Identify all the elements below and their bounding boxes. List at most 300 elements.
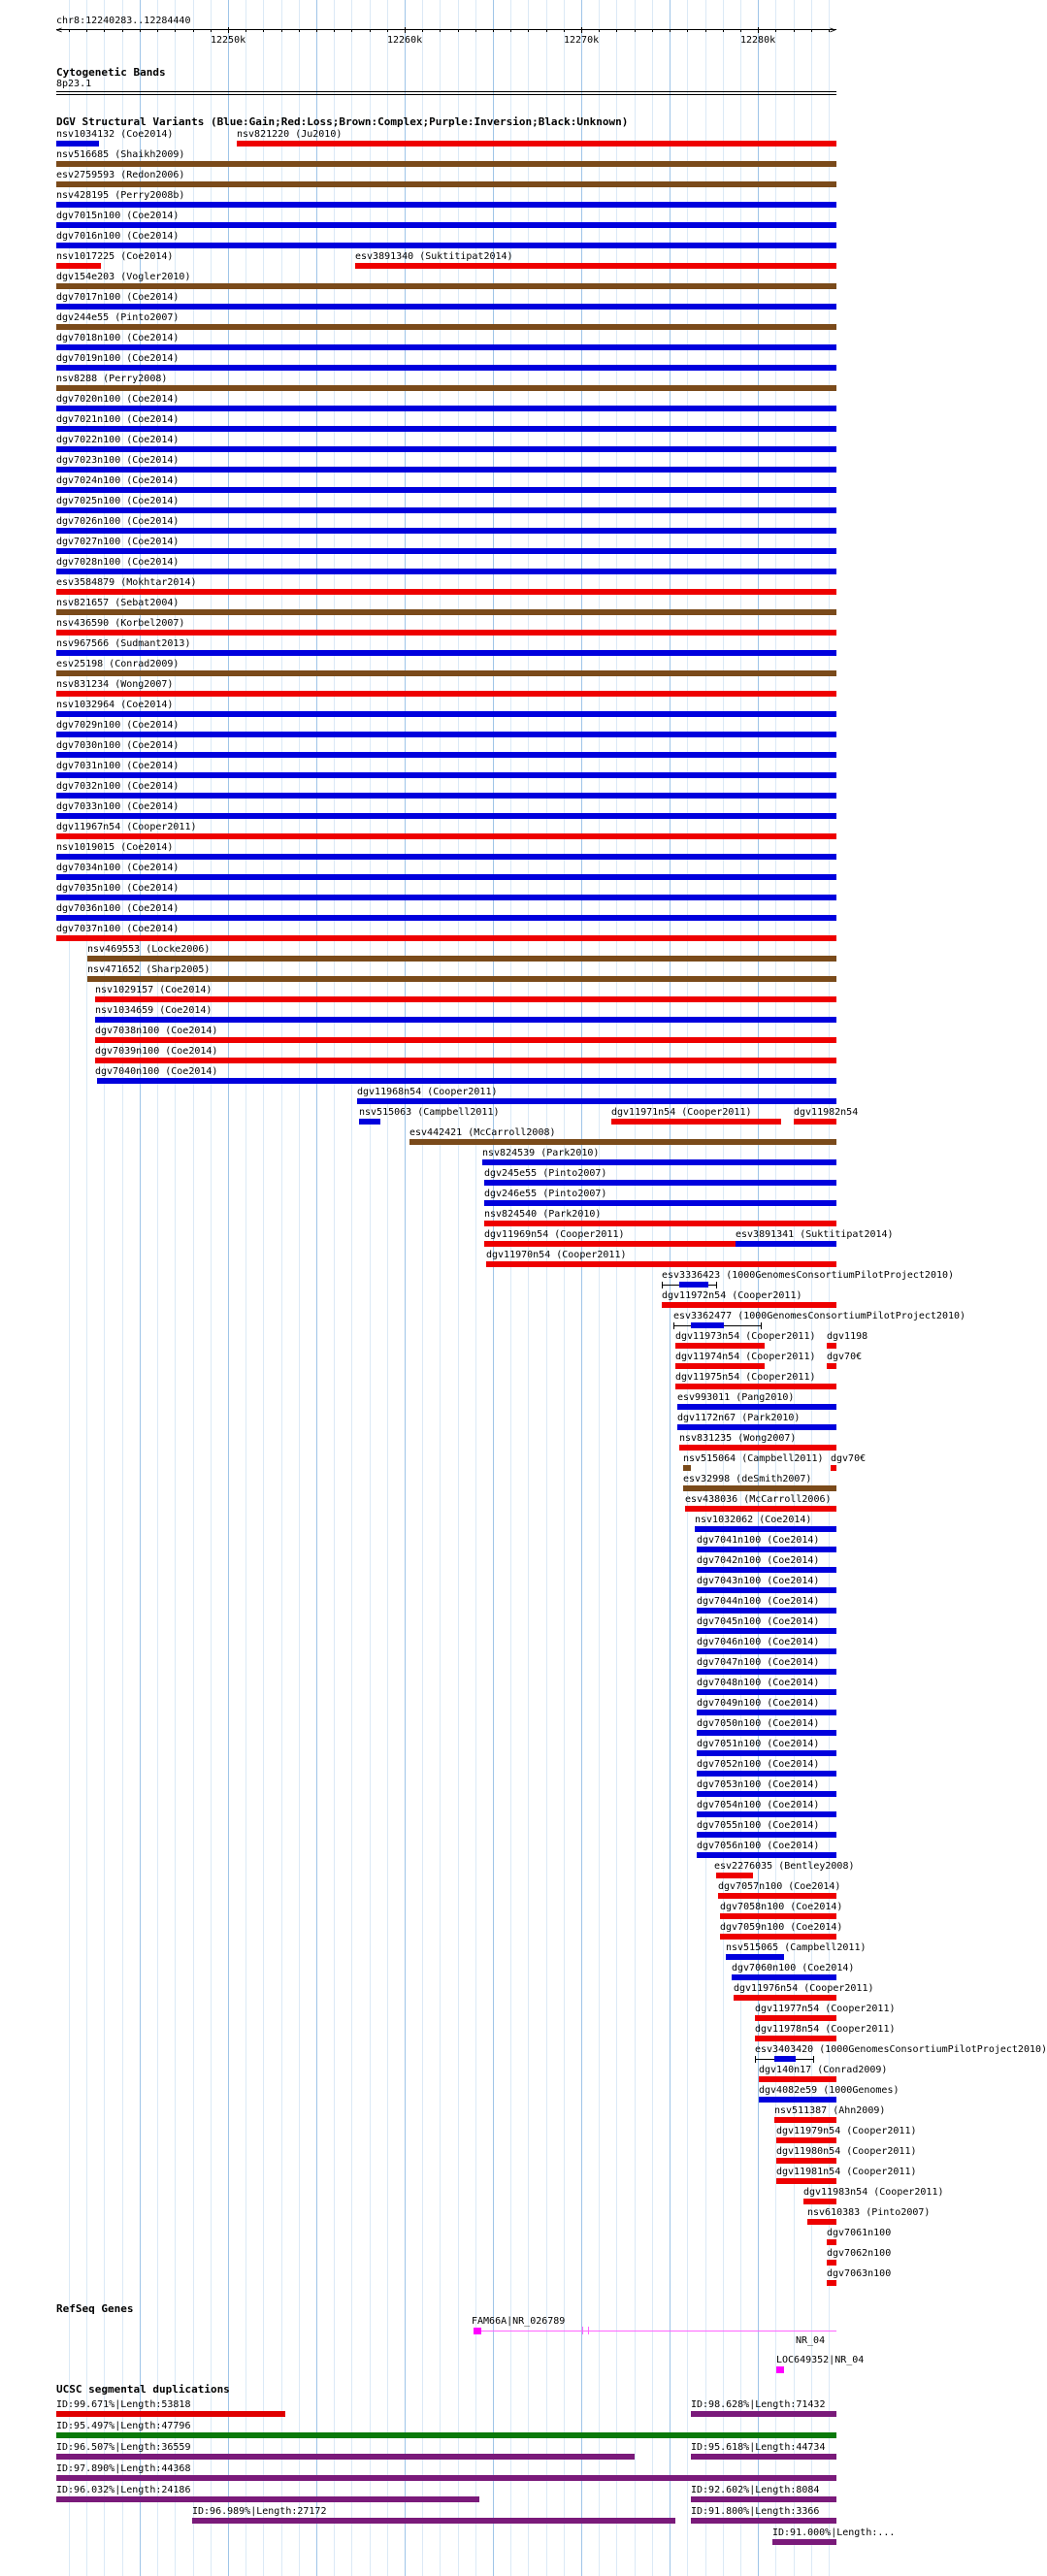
dgv-variant-bar[interactable] <box>662 1302 836 1308</box>
dgv-variant-bar[interactable] <box>716 1873 753 1878</box>
refseq-gene-exon[interactable] <box>474 2328 481 2334</box>
ruler-minor-tick <box>316 29 317 32</box>
dgv-variant-label[interactable]: nsv1034132 (Coe2014) <box>56 129 174 140</box>
dgv-variant-bar[interactable] <box>56 528 836 534</box>
dgv-variant-bar[interactable] <box>697 1628 836 1634</box>
dgv-variant-bar[interactable] <box>697 1771 836 1777</box>
dgv-variant-bar[interactable] <box>95 1017 836 1023</box>
ruler-minor-tick <box>387 29 388 32</box>
ruler-minor-tick <box>687 29 688 32</box>
ruler-tick-label: 12280k <box>740 35 776 46</box>
refseq-exon-mark <box>588 2327 589 2334</box>
ruler-minor-tick <box>723 29 724 32</box>
segdup-label[interactable]: ID:95.618%|Length:44734 <box>691 2442 826 2453</box>
dgv-variant-label[interactable]: nsv821657 (Sebat2004) <box>56 598 180 608</box>
ruler-minor-tick <box>740 29 741 32</box>
dgv-variant-label[interactable]: esv3362477 (1000GenomesConsortiumPilotProject2010) <box>673 1311 966 1321</box>
dgv-variant-label[interactable]: dgv11973n54 (Cooper2011) <box>675 1331 816 1342</box>
ruler-minor-tick <box>422 29 423 32</box>
dgv-variant-bar[interactable] <box>355 263 836 269</box>
segdup-label[interactable]: ID:96.989%|Length:27172 <box>192 2506 327 2517</box>
ruler-minor-tick <box>281 29 282 32</box>
segdup-bar[interactable] <box>56 2454 635 2460</box>
dgv-variant-bar[interactable] <box>484 1180 836 1186</box>
dgv-variant-bar[interactable] <box>484 1221 836 1226</box>
ruler-minor-tick <box>299 29 300 32</box>
dgv-variant-label[interactable]: esv3891341 (Suktitipat2014) <box>736 1229 894 1240</box>
dgv-variant-bar[interactable] <box>56 507 836 513</box>
dgv-variant-bar[interactable] <box>56 426 836 432</box>
ruler-minor-tick <box>104 29 105 32</box>
dgv-variant-bar[interactable] <box>486 1261 836 1267</box>
dgv-variant-bar[interactable] <box>56 243 836 248</box>
dgv-variant-bar[interactable] <box>56 344 836 350</box>
dgv-variant-label[interactable]: dgv11972n54 (Cooper2011) <box>662 1290 802 1301</box>
dgv-variant-bar[interactable] <box>237 141 836 147</box>
dgv-variant-label[interactable]: dgv7056n100 (Coe2014) <box>697 1841 820 1851</box>
dgv-variant-label[interactable]: esv3403420 (1000GenomesConsortiumPilotProject2010) <box>755 2044 1047 2055</box>
dgv-variant-bar[interactable] <box>683 1485 836 1491</box>
segdup-bar[interactable] <box>56 2496 479 2502</box>
cyto-track-title[interactable]: Cytogenetic Bands <box>56 66 166 79</box>
dgv-variant-label[interactable]: dgv7032n100 (Coe2014) <box>56 781 180 792</box>
dgv-variant-bar[interactable] <box>774 2117 836 2123</box>
dgv-variant-bar[interactable] <box>56 895 836 900</box>
ruler-minor-tick <box>351 29 352 32</box>
segdup-bar[interactable] <box>691 2496 836 2502</box>
dgv-variant-label[interactable]: dgv7060n100 (Coe2014) <box>732 1963 855 1973</box>
segdup-bar[interactable] <box>56 2411 285 2417</box>
dgv-variant-bar[interactable] <box>56 202 836 208</box>
dgv-variant-label[interactable]: dgv7052n100 (Coe2014) <box>697 1759 820 1770</box>
dgv-variant-bar[interactable] <box>720 1934 836 1940</box>
dgv-variant-label[interactable]: dgv11974n54 (Cooper2011) <box>675 1352 816 1362</box>
dgv-variant-label[interactable]: dgv7034n100 (Coe2014) <box>56 863 180 873</box>
segdup-label[interactable]: ID:97.890%|Length:44368 <box>56 2463 191 2474</box>
dgv-variant-bar[interactable] <box>677 1404 836 1410</box>
dgv-variant-bar[interactable] <box>95 996 836 1002</box>
ruler-minor-tick <box>758 29 759 32</box>
dgv-variant-bar[interactable] <box>697 1710 836 1715</box>
dgv-variant-bar[interactable] <box>697 1587 836 1593</box>
dgv-variant-label[interactable]: nsv428195 (Perry2008b) <box>56 190 185 201</box>
dgv-variant-bar[interactable] <box>357 1098 836 1104</box>
dgv-variant-bar[interactable] <box>97 1078 836 1084</box>
dgv-variant-label[interactable]: dgv11981n54 (Cooper2011) <box>776 2167 917 2177</box>
dgv-variant-label[interactable]: dgv7025n100 (Coe2014) <box>56 496 180 506</box>
dgv-variant-bar[interactable] <box>56 569 836 574</box>
dgv-variant-bar[interactable] <box>56 874 836 880</box>
dgv-variant-bar[interactable] <box>56 793 836 799</box>
refseq-gene-exon[interactable] <box>776 2366 784 2373</box>
dgv-variant-label[interactable]: dgv7058n100 (Coe2014) <box>720 1902 843 1912</box>
dgv-variant-bar[interactable] <box>697 1567 836 1573</box>
ruler-minor-tick <box>616 29 617 32</box>
dgv-variant-label[interactable]: dgv7054n100 (Coe2014) <box>697 1800 820 1810</box>
dgv-variant-label[interactable]: dgv7020n100 (Coe2014) <box>56 394 180 405</box>
dgv-variant-range-end <box>716 1282 717 1288</box>
segdup-label[interactable]: ID:99.671%|Length:53818 <box>56 2399 191 2410</box>
dgv-variant-bar[interactable] <box>697 1811 836 1817</box>
dgv-variant-bar[interactable] <box>56 263 101 269</box>
dgv-variant-label[interactable]: esv32998 (deSmith2007) <box>683 1474 812 1484</box>
segdup-label[interactable]: ID:98.628%|Length:71432 <box>691 2399 826 2410</box>
dgv-variant-label[interactable]: dgv11971n54 (Cooper2011) <box>611 1107 752 1118</box>
dgv-variant-label[interactable]: nsv516685 (Shaikh2009) <box>56 149 185 160</box>
dgv-variant-bar[interactable] <box>56 406 836 411</box>
dgv-variant-bar[interactable] <box>56 589 836 595</box>
dgv-variant-bar[interactable] <box>87 976 836 982</box>
dgv-variant-bar[interactable] <box>827 2280 836 2286</box>
dgv-variant-bar[interactable] <box>827 1363 836 1369</box>
dgv-variant-label[interactable]: dgv7035n100 (Coe2014) <box>56 883 180 894</box>
dgv-variant-bar[interactable] <box>807 2219 836 2225</box>
dgv-variant-bar[interactable] <box>56 732 836 737</box>
dgv-variant-bar[interactable] <box>755 2036 836 2041</box>
dgv-variant-label[interactable]: dgv7033n100 (Coe2014) <box>56 801 180 812</box>
dgv-variant-bar[interactable] <box>56 181 836 187</box>
dgv-variant-label[interactable]: nsv1032062 (Coe2014) <box>695 1515 812 1525</box>
dgv-variant-bar[interactable] <box>56 752 836 758</box>
dgv-variant-label[interactable]: nsv515064 (Campbell2011) <box>683 1453 824 1464</box>
dgv-variant-label[interactable]: dgv140n17 (Conrad2009) <box>759 2065 888 2075</box>
dgv-variant-bar[interactable] <box>675 1363 765 1369</box>
dgv-variant-label[interactable]: esv2276035 (Bentley2008) <box>714 1861 855 1872</box>
segdup-bar[interactable] <box>56 2432 836 2438</box>
dgv-variant-label[interactable]: dgv11983n54 (Cooper2011) <box>803 2187 944 2198</box>
dgv-variant-bar[interactable] <box>685 1506 836 1512</box>
dgv-variant-label[interactable]: dgv7046n100 (Coe2014) <box>697 1637 820 1647</box>
dgv-variant-bar[interactable] <box>56 548 836 554</box>
dgv-variant-bar[interactable] <box>611 1119 781 1125</box>
dgv-variant-label[interactable]: nsv824539 (Park2010) <box>482 1148 600 1158</box>
segdup-label[interactable]: ID:92.602%|Length:8084 <box>691 2485 820 2495</box>
dgv-variant-bar[interactable] <box>359 1119 380 1125</box>
dgv-variant-label[interactable]: esv3584879 (Mokhtar2014) <box>56 577 197 588</box>
ruler-right-arrow-icon[interactable]: > <box>830 25 836 36</box>
dgv-variant-label[interactable]: nsv1034659 (Coe2014) <box>95 1005 213 1016</box>
dgv-variant-label[interactable]: dgv7062n100 <box>827 2248 892 2259</box>
dgv-variant-label[interactable]: dgv11978n54 (Cooper2011) <box>755 2024 896 2035</box>
dgv-variant-label[interactable]: dgv7029n100 (Coe2014) <box>56 720 180 731</box>
refseq-gene-label[interactable]: LOC649352|NR_04 <box>776 2355 865 2365</box>
dgv-variant-label[interactable]: dgv7047n100 (Coe2014) <box>697 1657 820 1668</box>
segdup-bar[interactable] <box>192 2518 675 2524</box>
dgv-variant-bar[interactable] <box>831 1465 836 1471</box>
dgv-variant-label[interactable]: dgv11975n54 (Cooper2011) <box>675 1372 816 1383</box>
dgv-variant-bar[interactable] <box>726 1954 784 1960</box>
dgv-variant-label[interactable]: dgv7051n100 (Coe2014) <box>697 1739 820 1749</box>
ruler-tick-label: 12270k <box>564 35 600 46</box>
dgv-variant-label[interactable]: nsv515063 (Campbell2011) <box>359 1107 500 1118</box>
dgv-variant-bar[interactable] <box>697 1791 836 1797</box>
refseq-exon-mark <box>582 2327 583 2334</box>
dgv-variant-bar[interactable] <box>56 222 836 228</box>
dgv-variant-label[interactable]: nsv8288 (Perry2008) <box>56 374 168 384</box>
dgv-variant-label[interactable]: dgv7027n100 (Coe2014) <box>56 537 180 547</box>
dgv-variant-label[interactable]: nsv824540 (Park2010) <box>484 1209 602 1220</box>
dgv-variant-bar[interactable] <box>56 670 836 676</box>
dgv-variant-bar[interactable] <box>675 1343 765 1349</box>
segdup-bar[interactable] <box>691 2454 836 2460</box>
dgv-variant-label[interactable]: dgv7016n100 (Coe2014) <box>56 231 180 242</box>
dgv-variant-bar[interactable] <box>56 304 836 310</box>
dgv-variant-bar[interactable] <box>56 935 836 941</box>
dgv-variant-label[interactable]: dgv1198 <box>827 1331 868 1342</box>
refseq-gene-label[interactable]: FAM66A|NR_026789 <box>472 2316 566 2327</box>
segdup-bar[interactable] <box>772 2539 836 2545</box>
dgv-variant-bar[interactable] <box>697 1730 836 1736</box>
segdup-label[interactable]: ID:91.800%|Length:3366 <box>691 2506 820 2517</box>
segdup-bar[interactable] <box>691 2411 836 2417</box>
segdup-label[interactable]: ID:91.000%|Length:... <box>772 2527 896 2538</box>
ruler-minor-tick <box>122 29 123 32</box>
dgv-variant-label[interactable]: dgv7021n100 (Coe2014) <box>56 414 180 425</box>
dgv-variant-label[interactable]: dgv7030n100 (Coe2014) <box>56 740 180 751</box>
dgv-variant-bar[interactable] <box>56 609 836 615</box>
dgv-variant-label[interactable]: dgv11982n54 <box>794 1107 859 1118</box>
ruler-minor-tick <box>228 29 229 32</box>
dgv-variant-bar[interactable] <box>776 2137 836 2143</box>
dgv-variant-label[interactable]: dgv7053n100 (Coe2014) <box>697 1779 820 1790</box>
dgv-variant-label[interactable]: dgv7018n100 (Coe2014) <box>56 333 180 343</box>
dgv-variant-label[interactable]: esv25198 (Conrad2009) <box>56 659 180 669</box>
dgv-variant-label[interactable]: dgv11967n54 (Cooper2011) <box>56 822 197 832</box>
refseq-track-title[interactable]: RefSeq Genes <box>56 2302 134 2315</box>
dgv-variant-bar[interactable] <box>56 630 836 636</box>
dgv-variant-label[interactable]: dgv7031n100 (Coe2014) <box>56 761 180 771</box>
dgv-variant-bar[interactable] <box>56 711 836 717</box>
dgv-variant-label[interactable]: dgv7040n100 (Coe2014) <box>95 1066 218 1077</box>
dgv-variant-label[interactable]: dgv11976n54 (Cooper2011) <box>734 1983 874 1994</box>
dgv-variant-bar[interactable] <box>827 1343 836 1349</box>
dgv-variant-label[interactable]: dgv7037n100 (Coe2014) <box>56 924 180 934</box>
ruler-minor-tick <box>635 29 636 32</box>
dgv-variant-bar[interactable] <box>827 2239 836 2245</box>
dgv-variant-label[interactable]: dgv7038n100 (Coe2014) <box>95 1026 218 1036</box>
dgv-variant-label[interactable]: esv3891340 (Suktitipat2014) <box>355 251 513 262</box>
dgv-variant-bar[interactable] <box>56 467 836 473</box>
dgv-variant-bar[interactable] <box>482 1159 836 1165</box>
dgv-variant-bar[interactable] <box>56 915 836 921</box>
dgv-variant-bar[interactable] <box>697 1750 836 1756</box>
ruler-minor-tick <box>370 29 371 32</box>
dgv-variant-label[interactable]: esv993011 (Pang2010) <box>677 1392 795 1403</box>
dgv-variant-bar[interactable] <box>56 446 836 452</box>
segdup-bar[interactable] <box>691 2518 836 2524</box>
dgv-variant-label[interactable]: dgv7045n100 (Coe2014) <box>697 1616 820 1627</box>
dgv-variant-label[interactable]: dgv11980n54 (Cooper2011) <box>776 2146 917 2157</box>
dgv-variant-range-end <box>813 2056 814 2063</box>
dgv-variant-label[interactable]: dgv7050n100 (Coe2014) <box>697 1718 820 1729</box>
ruler-minor-tick <box>794 29 795 32</box>
dgv-variant-label[interactable]: dgv7059n100 (Coe2014) <box>720 1922 843 1933</box>
dgv-variant-bar[interactable] <box>803 2199 836 2204</box>
dgv-variant-label[interactable]: dgv11968n54 (Cooper2011) <box>357 1087 498 1097</box>
dgv-variant-bar[interactable] <box>56 161 836 167</box>
dgv-variant-label[interactable]: dgv7022n100 (Coe2014) <box>56 435 180 445</box>
dgv-variant-label[interactable]: dgv70€ <box>831 1453 867 1464</box>
ruler-left-arrow-icon[interactable]: < <box>56 25 63 36</box>
dgv-variant-label[interactable]: dgv7024n100 (Coe2014) <box>56 475 180 486</box>
dgv-variant-label[interactable]: dgv7041n100 (Coe2014) <box>697 1535 820 1546</box>
dgv-variant-bar[interactable] <box>697 1689 836 1695</box>
cyto-band-bar[interactable] <box>56 91 836 92</box>
dgv-variant-label[interactable]: esv438036 (McCarroll2006) <box>685 1494 832 1505</box>
dgv-variant-label[interactable]: dgv4082e59 (1000Genomes) <box>759 2085 900 2096</box>
dgv-variant-bar[interactable] <box>677 1424 836 1430</box>
segdup-label[interactable]: ID:95.497%|Length:47796 <box>56 2421 191 2431</box>
dgv-variant-bar[interactable] <box>720 1913 836 1919</box>
dgv-variant-bar[interactable] <box>56 385 836 391</box>
dgv-variant-bar[interactable] <box>56 772 836 778</box>
dgv-variant-bar[interactable] <box>679 1445 836 1451</box>
dgv-variant-bar[interactable] <box>755 2015 836 2021</box>
dgv-variant-bar[interactable] <box>827 2260 836 2266</box>
dgv-variant-label[interactable]: dgv1172n67 (Park2010) <box>677 1413 801 1423</box>
dgv-variant-label[interactable]: nsv1029157 (Coe2014) <box>95 985 213 995</box>
ruler-minor-tick <box>775 29 776 32</box>
ruler-minor-tick <box>405 29 406 32</box>
dgv-variant-bar[interactable] <box>56 141 99 147</box>
dgv-variant-label[interactable]: dgv70€ <box>827 1352 863 1362</box>
dgv-variant-bar[interactable] <box>683 1465 691 1471</box>
dgv-variant-bar[interactable] <box>56 283 836 289</box>
ruler-title: chr8:12240283..12284440 <box>56 16 191 26</box>
ruler-minor-tick <box>475 29 476 32</box>
dgv-variant-label[interactable]: nsv821220 (Ju2010) <box>237 129 343 140</box>
dgv-variant-bar[interactable] <box>56 833 836 839</box>
dgv-variant-bar[interactable] <box>776 2158 836 2164</box>
dgv-variant-bar[interactable] <box>736 1241 836 1247</box>
dgv-variant-bar[interactable] <box>734 1995 836 2001</box>
dgv-variant-bar[interactable] <box>695 1526 836 1532</box>
dgv-variant-label[interactable]: dgv7042n100 (Coe2014) <box>697 1555 820 1566</box>
dgv-variant-label[interactable]: esv2759593 (Redon2006) <box>56 170 185 180</box>
dgv-variant-bar[interactable] <box>56 365 836 371</box>
dgv-variant-bar[interactable] <box>56 650 836 656</box>
dgv-variant-label[interactable]: dgv7063n100 <box>827 2268 892 2279</box>
dgv-variant-label[interactable]: dgv7048n100 (Coe2014) <box>697 1678 820 1688</box>
dgv-variant-label[interactable]: dgv154e203 (Vogler2010) <box>56 272 191 282</box>
dgv-variant-label[interactable]: dgv11969n54 (Cooper2011) <box>484 1229 625 1240</box>
ruler-minor-tick <box>510 29 511 32</box>
dgv-variant-label[interactable]: dgv244e55 (Pinto2007) <box>56 312 180 323</box>
dgv-variant-bar[interactable] <box>774 2056 796 2062</box>
dgv-variant-bar[interactable] <box>56 487 836 493</box>
dgv-variant-label[interactable]: dgv245e55 (Pinto2007) <box>484 1168 607 1179</box>
dgv-variant-bar[interactable] <box>679 1282 708 1288</box>
dgv-variant-label[interactable]: dgv7026n100 (Coe2014) <box>56 516 180 527</box>
ruler-minor-tick <box>263 29 264 32</box>
dgv-variant-label[interactable]: dgv7015n100 (Coe2014) <box>56 211 180 221</box>
dgv-track-title[interactable]: DGV Structural Variants (Blue:Gain;Red:Loss;Brown:Complex;Purple:Inversion;Black:Unknown) <box>56 115 629 128</box>
dgv-variant-label[interactable]: nsv511387 (Ahn2009) <box>774 2105 886 2116</box>
ruler-minor-tick <box>705 29 706 32</box>
dgv-variant-bar[interactable] <box>56 854 836 860</box>
dgv-variant-label[interactable]: esv3336423 (1000GenomesConsortiumPilotProject2010) <box>662 1270 955 1281</box>
ruler-minor-tick <box>829 29 830 32</box>
ruler-line <box>56 29 836 30</box>
dgv-variant-bar[interactable] <box>484 1200 836 1206</box>
ruler-minor-tick <box>140 29 141 32</box>
dgv-variant-label[interactable]: nsv831235 (Wong2007) <box>679 1433 797 1444</box>
cyto-band-bar-lower <box>56 94 836 95</box>
dgv-variant-label[interactable]: dgv11977n54 (Cooper2011) <box>755 2004 896 2014</box>
dgv-variant-label[interactable]: nsv610383 (Pinto2007) <box>807 2207 931 2218</box>
dgv-variant-label[interactable]: nsv831234 (Wong2007) <box>56 679 174 690</box>
dgv-variant-bar[interactable] <box>691 1322 724 1328</box>
dgv-variant-label[interactable]: dgv7043n100 (Coe2014) <box>697 1576 820 1586</box>
refseq-gene-label[interactable]: NR_04 <box>796 2335 826 2346</box>
dgv-variant-label[interactable]: dgv7061n100 <box>827 2228 892 2238</box>
ruler-minor-tick <box>670 29 671 32</box>
dgv-variant-bar[interactable] <box>697 1547 836 1552</box>
dgv-variant-bar[interactable] <box>87 956 836 962</box>
dgv-variant-label[interactable]: dgv7023n100 (Coe2014) <box>56 455 180 466</box>
dgv-variant-bar[interactable] <box>759 2076 836 2082</box>
dgv-variant-bar[interactable] <box>697 1852 836 1858</box>
dgv-variant-label[interactable]: dgv7036n100 (Coe2014) <box>56 903 180 914</box>
dgv-variant-bar[interactable] <box>794 1119 836 1125</box>
dgv-variant-label[interactable]: dgv7044n100 (Coe2014) <box>697 1596 820 1607</box>
cyto-band-label: 8p23.1 <box>56 79 92 89</box>
dgv-variant-bar[interactable] <box>697 1832 836 1838</box>
dgv-variant-label[interactable]: esv442421 (McCarroll2008) <box>409 1127 556 1138</box>
dgv-variant-bar[interactable] <box>697 1669 836 1675</box>
dgv-variant-label[interactable]: dgv7039n100 (Coe2014) <box>95 1046 218 1057</box>
dgv-variant-bar[interactable] <box>95 1037 836 1043</box>
segdup-track-title[interactable]: UCSC segmental duplications <box>56 2383 230 2396</box>
dgv-variant-label[interactable]: dgv7049n100 (Coe2014) <box>697 1698 820 1709</box>
dgv-variant-label[interactable]: dgv7055n100 (Coe2014) <box>697 1820 820 1831</box>
dgv-variant-label[interactable]: nsv469553 (Locke2006) <box>87 944 211 955</box>
dgv-variant-bar[interactable] <box>484 1241 736 1247</box>
dgv-variant-bar[interactable] <box>409 1139 836 1145</box>
ruler-minor-tick <box>211 29 212 32</box>
dgv-variant-label[interactable]: dgv11970n54 (Cooper2011) <box>486 1250 627 1260</box>
dgv-variant-label[interactable]: dgv246e55 (Pinto2007) <box>484 1189 607 1199</box>
dgv-variant-bar[interactable] <box>776 2178 836 2184</box>
dgv-variant-bar[interactable] <box>732 1974 836 1980</box>
segdup-bar[interactable] <box>56 2475 836 2481</box>
dgv-variant-bar[interactable] <box>675 1384 836 1389</box>
dgv-variant-bar[interactable] <box>56 324 836 330</box>
segdup-label[interactable]: ID:96.507%|Length:36559 <box>56 2442 191 2453</box>
ruler-minor-tick <box>493 29 494 32</box>
dgv-variant-label[interactable]: dgv11979n54 (Cooper2011) <box>776 2126 917 2136</box>
dgv-variant-bar[interactable] <box>759 2097 836 2103</box>
dgv-variant-label[interactable]: dgv7057n100 (Coe2014) <box>718 1881 841 1892</box>
dgv-variant-label[interactable]: nsv471652 (Sharp2005) <box>87 964 211 975</box>
dgv-variant-label[interactable]: nsv1017225 (Coe2014) <box>56 251 174 262</box>
dgv-variant-label[interactable]: nsv1019015 (Coe2014) <box>56 842 174 853</box>
dgv-variant-label[interactable]: dgv7017n100 (Coe2014) <box>56 292 180 303</box>
dgv-variant-label[interactable]: nsv436590 (Korbel2007) <box>56 618 185 629</box>
dgv-variant-bar[interactable] <box>718 1893 836 1899</box>
dgv-variant-label[interactable]: dgv7028n100 (Coe2014) <box>56 557 180 568</box>
dgv-variant-label[interactable]: nsv515065 (Campbell2011) <box>726 1942 867 1953</box>
dgv-variant-bar[interactable] <box>697 1648 836 1654</box>
dgv-variant-label[interactable]: dgv7019n100 (Coe2014) <box>56 353 180 364</box>
dgv-variant-bar[interactable] <box>56 813 836 819</box>
dgv-variant-bar[interactable] <box>56 691 836 697</box>
segdup-label[interactable]: ID:96.032%|Length:24186 <box>56 2485 191 2495</box>
dgv-variant-bar[interactable] <box>95 1058 836 1063</box>
dgv-variant-bar[interactable] <box>697 1608 836 1614</box>
dgv-variant-label[interactable]: nsv967566 (Sudmant2013) <box>56 638 191 649</box>
dgv-variant-label[interactable]: nsv1032964 (Coe2014) <box>56 700 174 710</box>
